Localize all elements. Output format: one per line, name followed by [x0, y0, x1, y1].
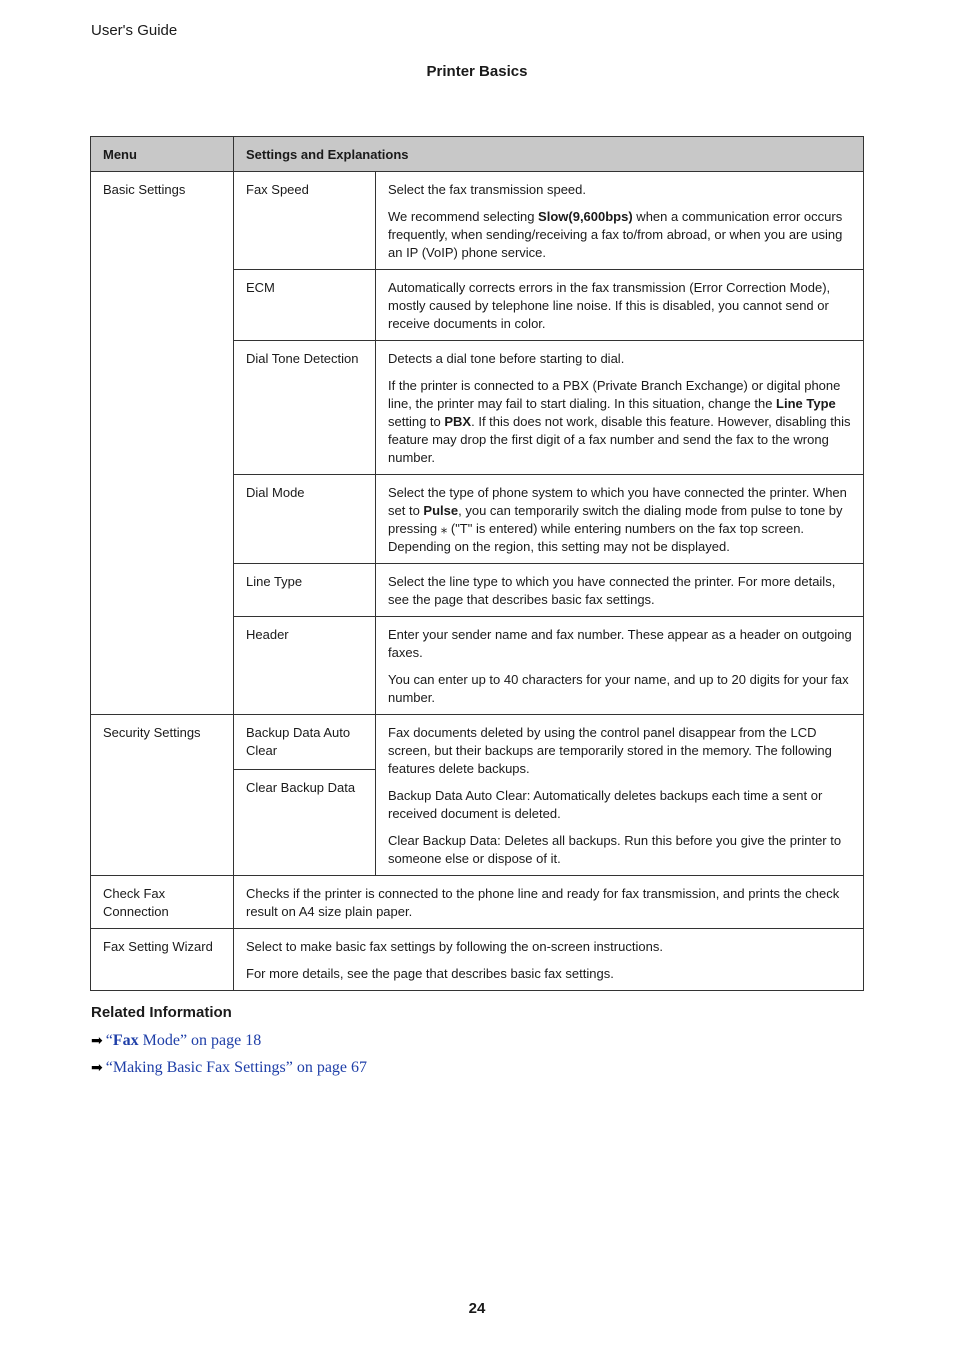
- related-information-heading: Related Information: [91, 1004, 232, 1021]
- desc-paragraph: Backup Data Auto Clear: Automatically deletes backups each time a sent or received document is deleted.: [388, 788, 823, 821]
- asterisk-key-icon: ⁎: [440, 521, 448, 536]
- menu-security-settings: Security Settings: [91, 715, 234, 876]
- setting-dial-mode: Dial Mode: [234, 475, 376, 564]
- desc-fax-setting-wizard: [234, 929, 864, 991]
- desc-paragraph: Automatically corrects errors in the fax transmission (Error Correction Mode), mostly caused by telephone line noise. If this is disabled, you cannot send or receive documents in color.: [388, 280, 831, 331]
- desc-dial-mode: [376, 475, 864, 564]
- arrow-right-icon: ➡: [91, 1060, 103, 1076]
- setting-line-type: Line Type: [234, 564, 376, 617]
- desc-paragraph: Select to make basic fax settings by following the on-screen instructions.: [246, 939, 663, 954]
- desc-paragraph: Clear Backup Data: Deletes all backups. Run this before you give the printer to someone else or dispose of it.: [388, 833, 842, 866]
- menu-basic-settings: Basic Settings: [91, 172, 234, 715]
- setting-ecm: ECM: [234, 270, 376, 341]
- section-title: Printer Basics: [426, 63, 528, 80]
- arrow-right-icon: ➡: [91, 1033, 103, 1049]
- desc-paragraph: If the printer is connected to a PBX (Private Branch Exchange) or digital phone line, the printer may fail to start dialing. In this situation, change the Line Type setting to PBX. If this does not work, disable this feature. However, disabling this feature may drop the first digit of a fax number and send the fax to the wrong number.: [388, 378, 851, 465]
- table-row: [91, 929, 864, 991]
- setting-dial-tone-detection: Dial Tone Detection: [234, 341, 376, 475]
- running-head: User's Guide: [91, 22, 178, 39]
- setting-header: Header: [234, 617, 376, 715]
- link-basic-fax-settings[interactable]: “Making Basic Fax Settings” on page 67: [105, 1059, 368, 1076]
- page-number: 24: [468, 1300, 486, 1317]
- desc-header: [376, 617, 864, 715]
- table-row: [91, 876, 864, 929]
- table-row: [91, 715, 864, 770]
- desc-ecm: [376, 270, 864, 341]
- setting-backup-data-auto-clear: Backup Data Auto Clear: [234, 715, 376, 770]
- related-link-fax-mode[interactable]: [91, 1032, 261, 1050]
- desc-paragraph: Checks if the printer is connected to the phone line and ready for fax transmission, and prints the check result on A4 size plain paper.: [246, 886, 840, 919]
- desc-paragraph: Detects a dial tone before starting to dial.: [388, 351, 625, 366]
- link-fax-mode[interactable]: “Fax Mode” on page 18: [105, 1032, 262, 1049]
- desc-paragraph: Select the type of phone system to which you have connected the printer. When set to Pulse, you can temporarily switch the dialing mode from pulse to tone by pressing ⁎ ("T" is entered) while entering numbers on the fax top screen. Depending on the region, this setting may not be displayed.: [388, 485, 847, 554]
- desc-line-type: [376, 564, 864, 617]
- setting-fax-speed: Fax Speed: [234, 172, 376, 270]
- col-header-settings: Settings and Explanations: [234, 137, 864, 172]
- col-header-menu: Menu: [91, 137, 234, 172]
- table-row: [91, 172, 864, 270]
- desc-paragraph: Select the line type to which you have connected the printer. For more details, see the page that describes basic fax settings.: [388, 574, 836, 607]
- settings-table: [90, 136, 864, 991]
- desc-security-settings: [376, 715, 864, 876]
- desc-paragraph: Select the fax transmission speed.: [388, 182, 586, 197]
- menu-fax-setting-wizard: Fax Setting Wizard: [91, 929, 234, 991]
- table-header-row: [91, 137, 864, 172]
- desc-paragraph: For more details, see the page that describes basic fax settings.: [246, 966, 614, 981]
- desc-dial-tone-detection: [376, 341, 864, 475]
- menu-check-fax-connection: Check Fax Connection: [91, 876, 234, 929]
- desc-fax-speed: [376, 172, 864, 270]
- desc-paragraph: You can enter up to 40 characters for your name, and up to 20 digits for your fax number.: [388, 672, 849, 705]
- desc-paragraph: Enter your sender name and fax number. These appear as a header on outgoing faxes.: [388, 627, 852, 660]
- setting-clear-backup-data: Clear Backup Data: [234, 770, 376, 876]
- desc-paragraph: Fax documents deleted by using the control panel disappear from the LCD screen, but their backups are temporarily stored in the memory. The following features delete backups.: [388, 725, 832, 776]
- related-link-basic-fax-settings[interactable]: [91, 1059, 367, 1077]
- desc-paragraph: We recommend selecting Slow(9,600bps) when a communication error occurs frequently, when sending/receiving a fax to/from abroad, or when you are using an IP (VoIP) phone service.: [388, 209, 843, 260]
- desc-check-fax-connection: [234, 876, 864, 929]
